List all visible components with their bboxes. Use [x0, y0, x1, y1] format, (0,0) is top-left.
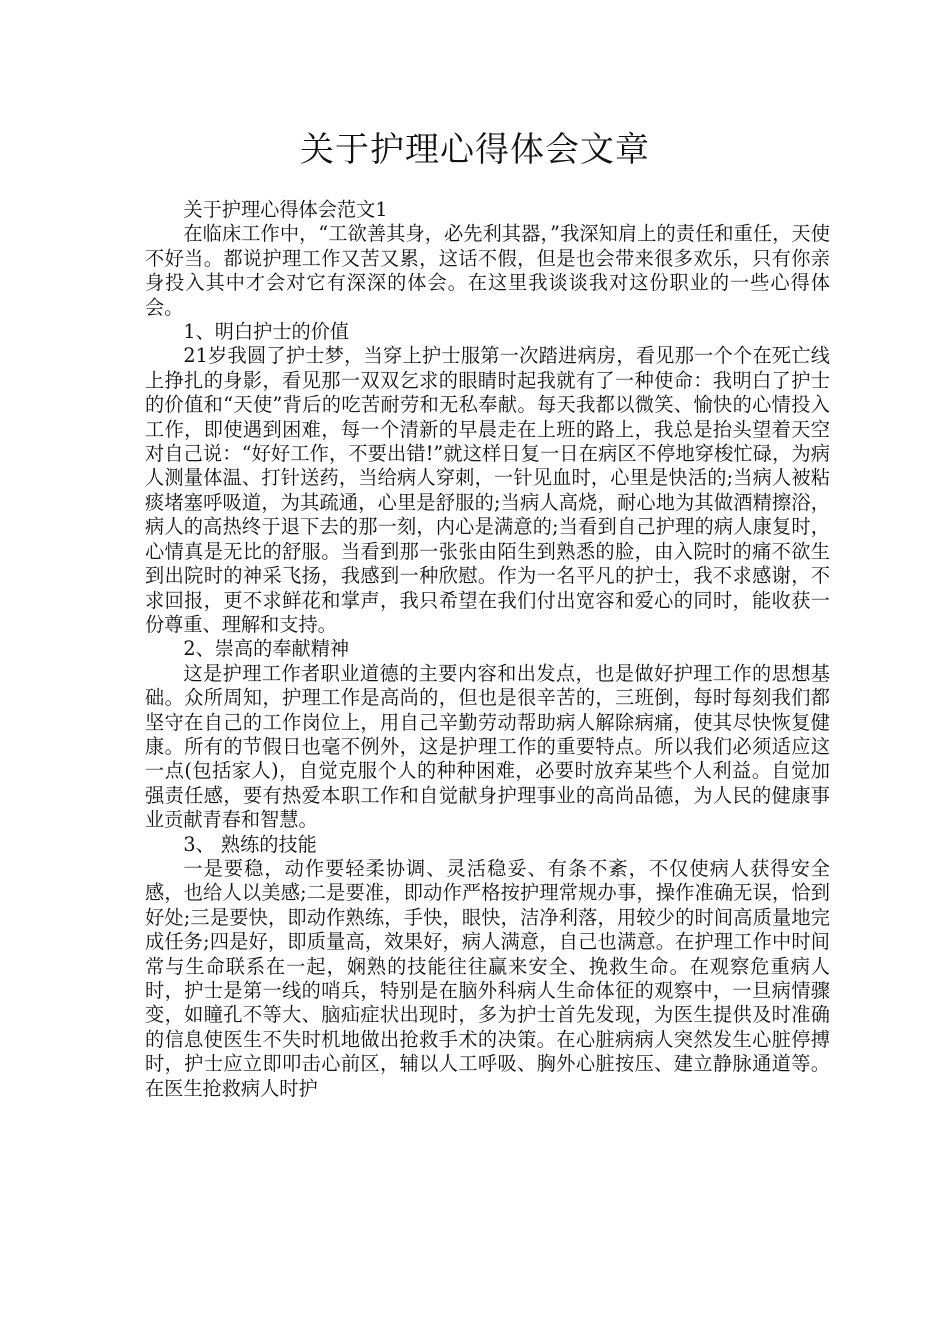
- section-1-paragraph: 21岁我圆了护士梦，当穿上护士服第一次踏进病房，看见那一个个在死亡线上挣扎的身影，看见那一双双乞求的眼睛时起我就有了一种使命：我明白了护士的价值和“天使”背后的吃苦耐劳和无私奉献。每天我都以微笑、愉快的心情投入工作，即使遇到困难，每一个清新的早晨走在上班的路上，我总是抬头望着天空对自己说：“好好工作，不要出错!”就这样日复一日在病区不停地穿梭忙碌，为病人测量体温、打针送药，当给病人穿刺，一针见血时，心里是快活的;当病人被粘痰堵塞呼吸道，为其疏通，心里是舒服的;当病人高烧，耐心地为其做酒精擦浴，病人的高热终于退下去的那一刻，内心是满意的;当看到自己护理的病人康复时，心情真是无比的舒服。当看到那一张张由陌生到熟悉的脸，由入院时的痛不欲生到出院时的神采飞扬，我感到一种欣慰。作为一名平凡的护士，我不求感谢，不求回报，更不求鲜花和掌声，我只希望在我们付出宽容和爱心的同时，能收获一份尊重、理解和支持。: [145, 344, 830, 636]
- section-3-paragraph: 一是要稳，动作要轻柔协调、灵活稳妥、有条不紊，不仅使病人获得安全感，也给人以美感;二是要准，即动作严格按护理常规办事，操作准确无误，恰到好处;三是要快，即动作熟练，手快，眼快，洁净利落，用较少的时间高质量地完成任务;四是好，即质量高，效果好，病人满意，自己也满意。在护理工作中时间常与生命联系在一起，娴熟的技能往往赢来安全、挽救生命。在观察危重病人时，护士是第一线的哨兵，特别是在脑外科病人生命体征的观察中，一旦病情骤变，如瞳孔不等大、脑疝症状出现时，多为护士首先发现，为医生提供及时准确的信息使医生不失时机地做出抢救手术的决策。在心脏病病人突然发生心脏停搏时，护士应立即叩击心前区，辅以人工呼吸、胸外心脏按压、建立静脉通道等。在医生抢救病人时护: [145, 856, 830, 1100]
- document-body: [145, 198, 830, 1101]
- section-2-paragraph: 这是护理工作者职业道德的主要内容和出发点，也是做好护理工作的思想基础。众所周知，护理工作是高尚的，但也是很辛苦的，三班倒，每时每刻我们都坚守在自己的工作岗位上，用自己辛勤劳动帮助病人解除病痛，使其尽快恢复健康。所有的节假日也毫不例外，这是护理工作的重要特点。所以我们必须适应这一点(包括家人)，自觉克服个人的种种困难，必要时放弃某些个人利益。自觉加强责任感，要有热爱本职工作和自觉献身护理事业的高尚品德，为人民的健康事业贡献青春和智慧。: [145, 661, 830, 832]
- section-heading-2: 2、崇高的奉献精神: [183, 637, 350, 661]
- intro-paragraph: 在临床工作中，“工欲善其身，必先利其器，”我深知肩上的责任和重任，天使不好当。都说护理工作又苦又累，这话不假，但是也会带来很多欢乐，只有你亲身投入其中才会对它有深深的体会。在这里我谈谈我对这份职业的一些心得体会。: [145, 222, 830, 319]
- document-title: 关于护理心得体会文章: [300, 130, 650, 170]
- section-heading-3: 3、 熟练的技能: [183, 832, 317, 856]
- section-subtitle: 关于护理心得体会范文1: [183, 198, 388, 221]
- section-heading-1: 1、明白护士的价值: [183, 320, 350, 344]
